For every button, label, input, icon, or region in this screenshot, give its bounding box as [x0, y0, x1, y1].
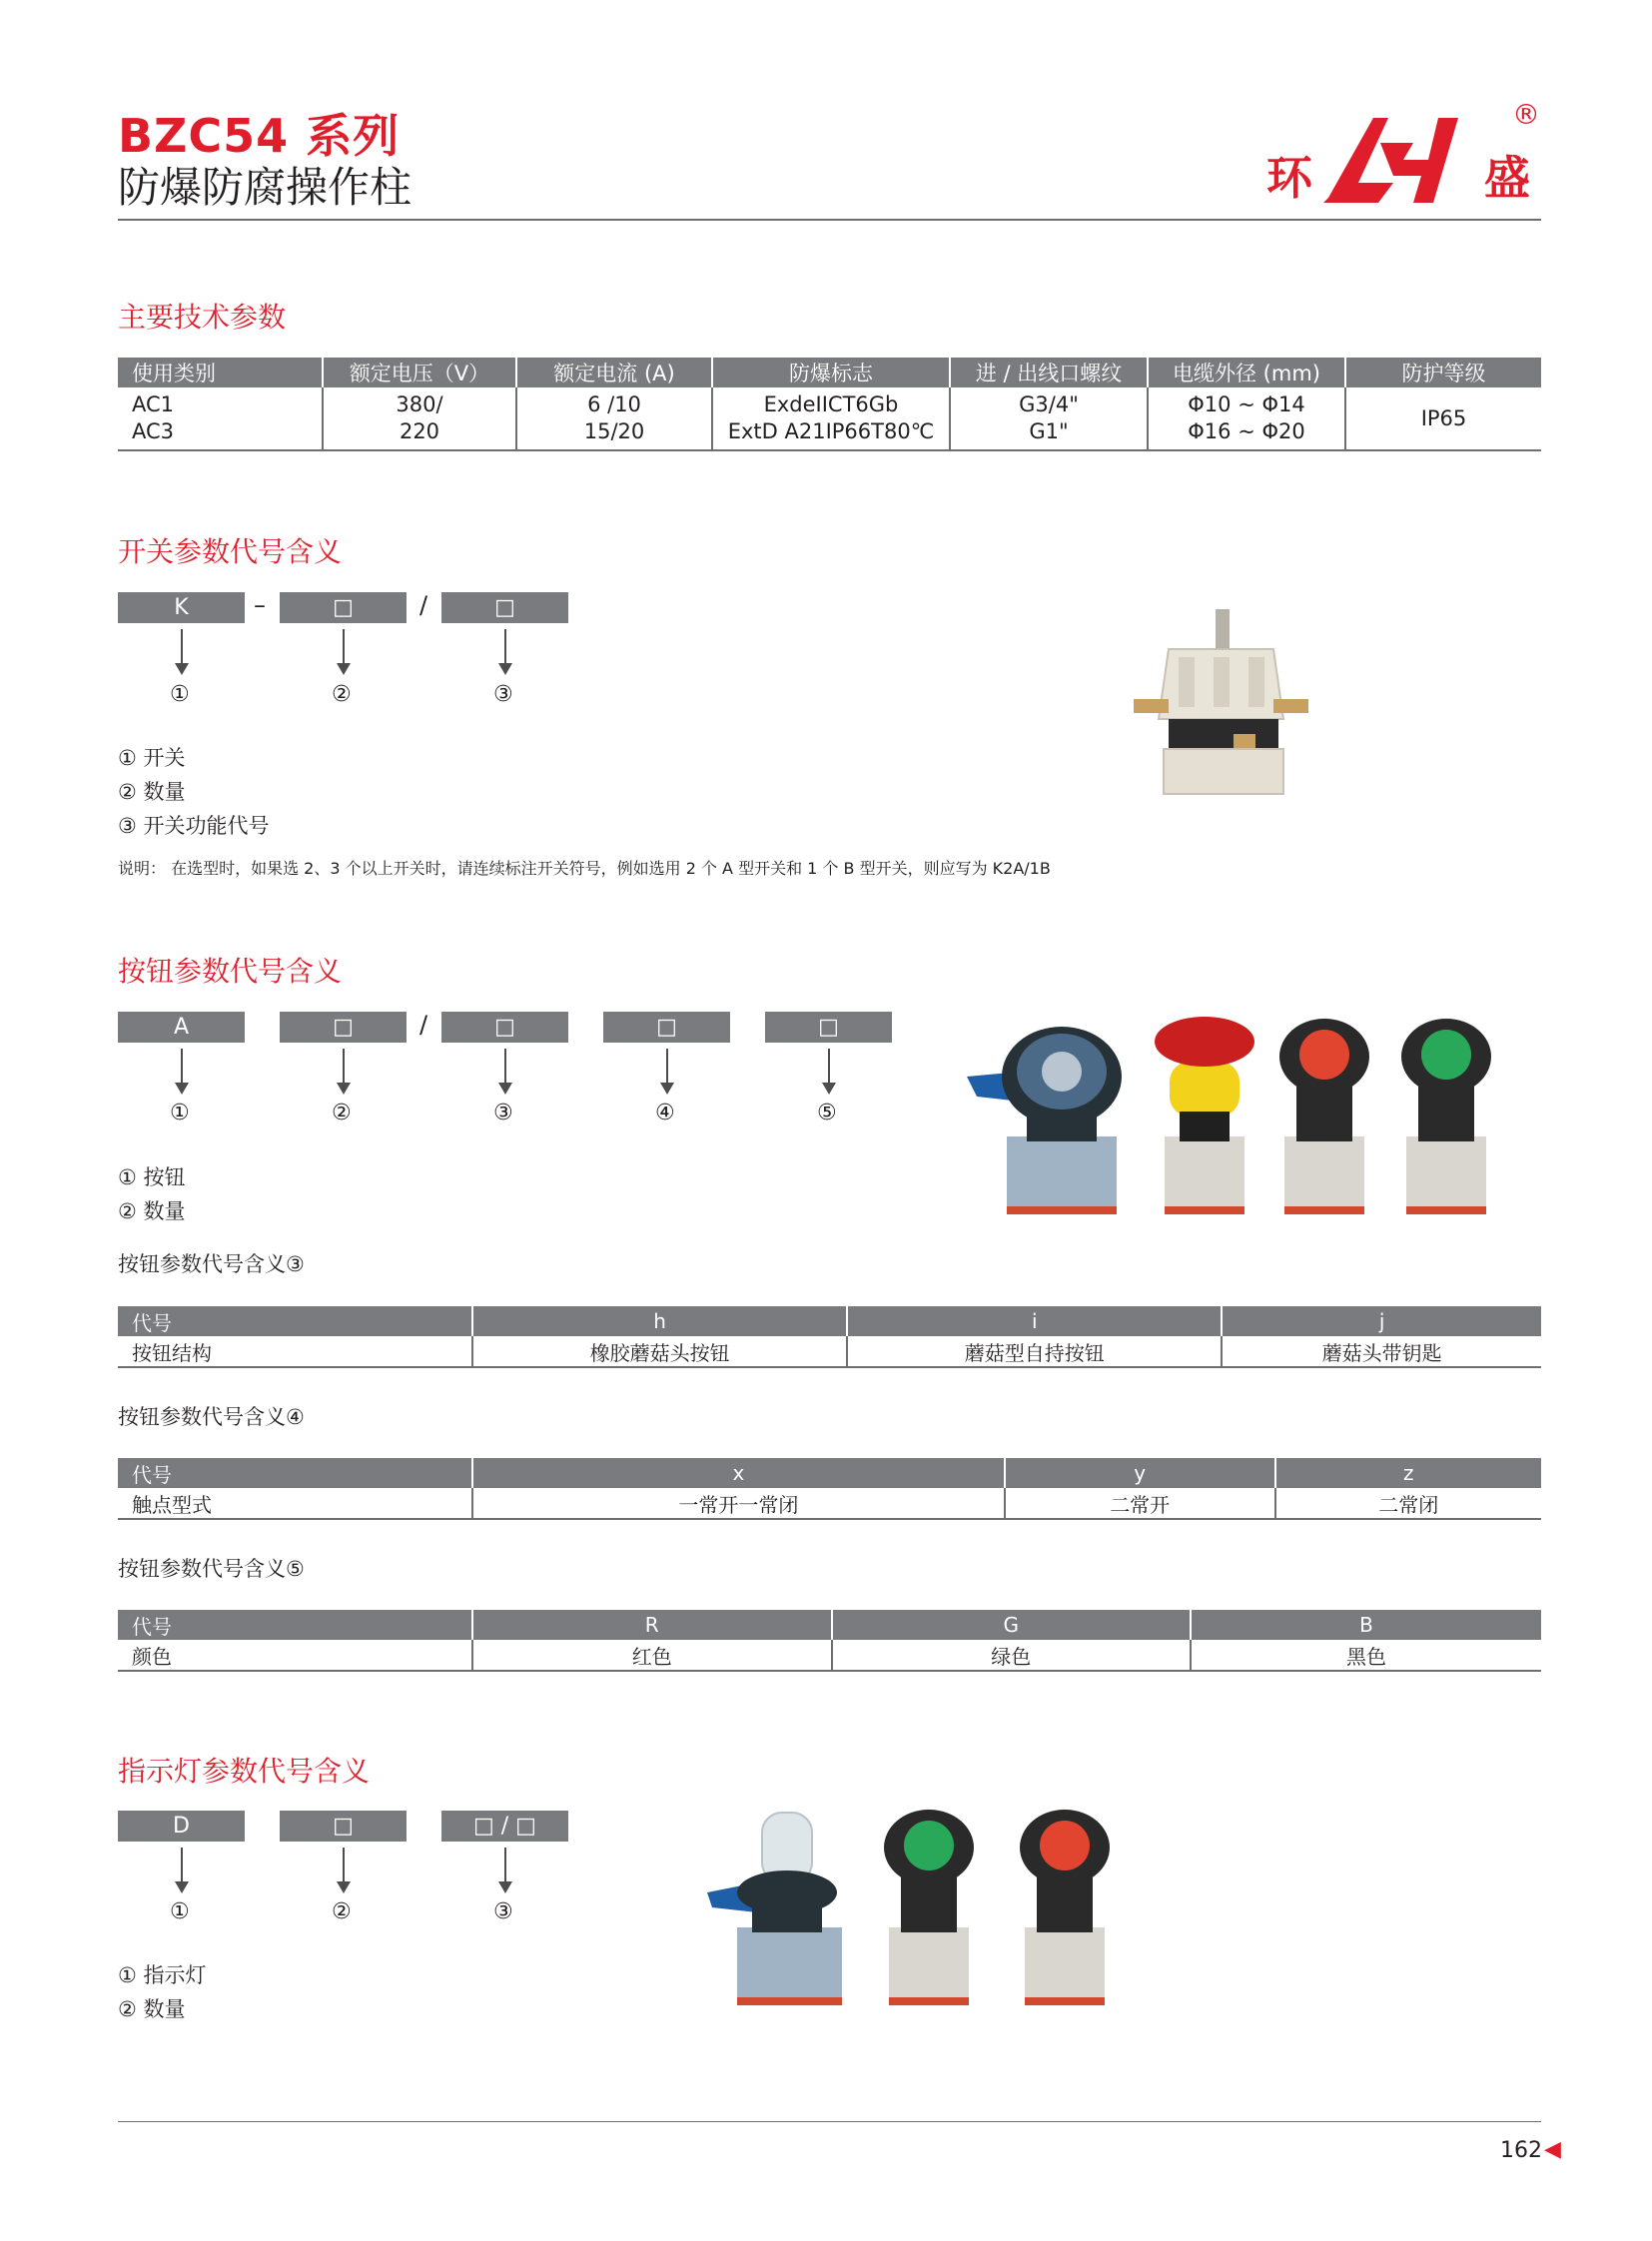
t3-cell: 按钮结构	[118, 1336, 472, 1367]
button-products-image	[967, 1017, 1546, 1216]
logo-char-right: 盛	[1484, 151, 1530, 205]
t3-header-cell: 代号	[118, 1306, 472, 1336]
switch-code-box: □	[280, 592, 407, 623]
tech-header-cell: 电缆外径 (mm)	[1148, 358, 1345, 387]
header-rule	[118, 219, 1541, 221]
category-ac3: AC3	[132, 419, 175, 443]
t3-cell: 橡胶蘑菇头按钮	[472, 1336, 847, 1367]
marking-1: ExdeIICT6Gb	[763, 392, 899, 416]
button-num: ①	[170, 1101, 190, 1125]
arrow-down-icon	[504, 1049, 506, 1093]
arrow-down-icon	[181, 629, 183, 673]
arrow-down-icon	[666, 1049, 668, 1093]
tech-cell-protection: IP65	[1345, 387, 1541, 450]
arrow-down-icon	[181, 1848, 183, 1891]
t4-header-cell: 代号	[118, 1458, 472, 1488]
button-code-box: □	[441, 1012, 568, 1043]
tech-cell-category	[118, 387, 323, 450]
current-2: 15/20	[583, 419, 645, 443]
lamp-code-box: D	[118, 1811, 245, 1842]
arrow-down-icon	[504, 1848, 506, 1891]
tech-section-title: 主要技术参数	[118, 301, 287, 334]
tech-table	[118, 358, 1541, 451]
button-section-title: 按钮参数代号含义	[118, 955, 343, 988]
thread-1: G3/4"	[1019, 392, 1079, 416]
logo-mark-icon	[1318, 98, 1468, 213]
tech-header-cell: 额定电压（V）	[323, 358, 516, 387]
switch-num: ①	[170, 682, 190, 707]
tech-header-cell: 防爆标志	[712, 358, 950, 387]
t4-header-cell: x	[472, 1458, 1005, 1488]
button-t3-table	[118, 1306, 1541, 1368]
t3-header-cell: i	[847, 1306, 1222, 1336]
button-num: ④	[655, 1101, 675, 1125]
button-num: ③	[493, 1101, 513, 1125]
thread-2: G1"	[1029, 419, 1069, 443]
arrow-down-icon	[343, 1848, 345, 1891]
button-legend-item: ② 数量	[118, 1199, 186, 1223]
button-num: ②	[332, 1101, 352, 1125]
t3-header-cell: j	[1222, 1306, 1541, 1336]
tech-header-cell: 额定电流 (A)	[516, 358, 712, 387]
tech-cell-voltage	[323, 387, 516, 450]
t5-cell: 红色	[472, 1640, 832, 1671]
logo-char-left: 环	[1266, 151, 1312, 205]
t4-cell: 二常闭	[1275, 1488, 1541, 1519]
arrow-down-icon	[828, 1049, 830, 1093]
switch-num: ②	[332, 682, 352, 707]
button-legend-item: ① 按钮	[118, 1165, 186, 1189]
tech-header-cell: 使用类别	[118, 358, 323, 387]
t5-cell: 颜色	[118, 1640, 472, 1671]
t4-cell: 一常开一常闭	[472, 1488, 1005, 1519]
category-ac1: AC1	[132, 392, 175, 416]
lamp-products-image	[707, 1808, 1137, 2007]
lamp-section-title: 指示灯参数代号含义	[118, 1755, 371, 1788]
button-t3-title: 按钮参数代号含义③	[118, 1252, 305, 1276]
tech-header-cell: 进 / 出线口螺纹	[950, 358, 1148, 387]
tech-cell-cable	[1148, 387, 1345, 450]
t5-header-cell: B	[1191, 1610, 1541, 1640]
t5-header-cell: G	[832, 1610, 1192, 1640]
tech-cell-thread	[950, 387, 1148, 450]
button-code-box: □	[280, 1012, 407, 1043]
current-1: 6 /10	[587, 392, 641, 416]
t3-cell: 蘑菇头带钥匙	[1222, 1336, 1541, 1367]
cable-1: Φ10 ~ Φ14	[1188, 392, 1305, 416]
button-slash: /	[419, 1011, 428, 1039]
product-title: 防爆防腐操作柱	[118, 163, 413, 212]
lamp-num: ②	[332, 1899, 352, 1924]
arrow-down-icon	[181, 1049, 183, 1093]
t4-header-cell: y	[1005, 1458, 1275, 1488]
cable-2: Φ16 ~ Φ20	[1188, 419, 1305, 443]
page-marker-icon: ◀	[1544, 2137, 1561, 2162]
button-num: ⑤	[817, 1101, 837, 1125]
marking-2: ExtD A21IP66T80℃	[727, 419, 935, 443]
registered-mark: ®	[1512, 98, 1540, 131]
lamp-num: ①	[170, 1899, 190, 1924]
t5-header-cell: R	[472, 1610, 832, 1640]
lamp-num: ③	[493, 1899, 513, 1924]
arrow-down-icon	[504, 629, 506, 673]
switch-legend-item: ③ 开关功能代号	[118, 814, 270, 838]
switch-slash: /	[419, 591, 428, 619]
switch-num: ③	[493, 682, 513, 707]
button-code-box: □	[765, 1012, 892, 1043]
tech-cell-marking	[712, 387, 950, 450]
arrow-down-icon	[343, 629, 345, 673]
t4-cell: 触点型式	[118, 1488, 472, 1519]
page-number: 162	[1500, 2138, 1542, 2163]
switch-legend-item: ① 开关	[118, 746, 186, 770]
t5-cell: 绿色	[832, 1640, 1192, 1671]
tech-header-cell: 防护等级	[1345, 358, 1541, 387]
t4-header-cell: z	[1275, 1458, 1541, 1488]
footer-rule	[118, 2121, 1541, 2122]
lamp-legend-item: ② 数量	[118, 1997, 186, 2021]
switch-dash: –	[254, 591, 266, 619]
switch-product-image	[1124, 599, 1313, 819]
brand-logo	[1266, 98, 1546, 213]
series-title: BZC54 系列	[118, 109, 401, 163]
button-code-box: A	[118, 1012, 245, 1043]
voltage-1: 380/	[396, 392, 443, 416]
button-code-box: □	[603, 1012, 730, 1043]
arrow-down-icon	[343, 1049, 345, 1093]
button-t4-title: 按钮参数代号含义④	[118, 1405, 305, 1429]
t5-cell: 黑色	[1191, 1640, 1541, 1671]
t3-cell: 蘑菇型自持按钮	[847, 1336, 1222, 1367]
voltage-2: 220	[399, 419, 440, 443]
tech-cell-current	[516, 387, 712, 450]
switch-code-box: K	[118, 592, 245, 623]
switch-legend-item: ② 数量	[118, 780, 186, 804]
button-t5-title: 按钮参数代号含义⑤	[118, 1557, 305, 1581]
lamp-legend-item: ① 指示灯	[118, 1963, 207, 1987]
switch-section-title: 开关参数代号含义	[118, 535, 343, 568]
t5-header-cell: 代号	[118, 1610, 472, 1640]
lamp-code-box: □ / □	[441, 1811, 568, 1842]
button-t4-table	[118, 1458, 1541, 1520]
button-t5-table	[118, 1610, 1541, 1672]
switch-code-box: □	[441, 592, 568, 623]
lamp-code-box: □	[280, 1811, 407, 1842]
switch-note: 说明： 在选型时，如果选 2、3 个以上开关时，请连续标注开关符号，例如选用 2 个 A 型开关和 1 个 B 型开关，则应写为 K2A/1B	[118, 859, 1051, 878]
t4-cell: 二常开	[1005, 1488, 1275, 1519]
t3-header-cell: h	[472, 1306, 847, 1336]
